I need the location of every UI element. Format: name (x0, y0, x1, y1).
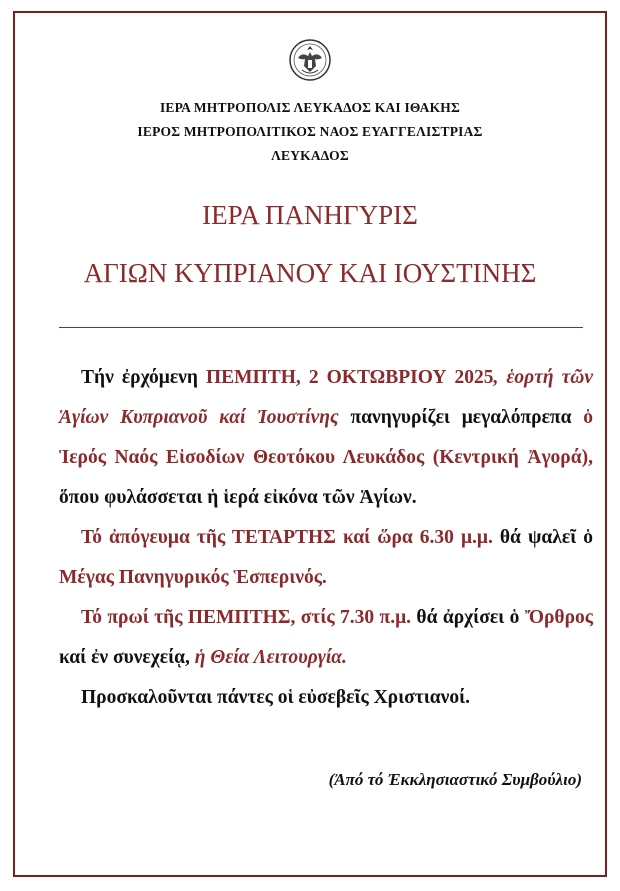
p3-text-1: Τό πρωί τῆς (81, 607, 188, 628)
signature: (Ἀπό τό Ἐκκλησιαστικό Συμβούλιο) (328, 770, 582, 789)
p3-time: , στίς 7.30 π.μ. (290, 607, 412, 628)
paragraph-2 (59, 518, 593, 598)
p1-church: ὁ Ἱερός Ναός Εἰσοδίων Θεοτόκου Λευκάδος (Κεντρική Ἀγορά), (59, 407, 594, 468)
p3-day: ΠΕΜΠΤΗΣ (187, 607, 291, 628)
announcement-body (59, 358, 593, 718)
p2-service: Μέγας Πανηγυρικός Ἑσπερινός. (59, 567, 327, 588)
p1-text-2: πανηγυρίζει μεγαλόπρεπα (338, 407, 584, 428)
title-line-1: ΙΕΡΑ ΠΑΝΗΓΥΡΙΣ (202, 200, 418, 230)
divider (59, 327, 583, 328)
p3-text-2: θά ἀρχίσει ὁ (411, 607, 525, 628)
p3-text-3: καί ἐν συνεχείᾳ, (59, 647, 195, 668)
p2-text-1: Τό ἀπόγευμα τῆς (81, 527, 232, 548)
p2-time: καί ὥρα 6.30 μ.μ. (335, 527, 493, 548)
header (20, 96, 600, 168)
paragraph-3 (59, 598, 593, 678)
header-line-2: ΙΕΡΟΣ ΜΗΤΡΟΠΟΛΙΤΙΚΟΣ ΝΑΟΣ ΕΥΑΓΓΕΛΙΣΤΡΙΑΣ (137, 124, 483, 139)
p1-text-1: Τήν ἐρχόμενη (81, 367, 206, 388)
p1-text-3: ὅπου φυλάσσεται ἡ ἱερά εἰκόνα τῶν Ἁγίων. (59, 487, 417, 508)
p1-feast: , ἑορτή τῶν Ἁγίων Κυπριανοῦ καί Ἰουστίνης (59, 367, 593, 428)
header-line-3: ΛΕΥΚΑΔΟΣ (271, 148, 349, 163)
title-line-2: ΑΓΙΩΝ ΚΥΠΡΙΑΝΟΥ ΚΑΙ ΙΟΥΣΤΙΝΗΣ (83, 258, 537, 288)
header-line-1: ΙΕΡΑ ΜΗΤΡΟΠΟΛΙΣ ΛΕΥΚΑΔΟΣ ΚΑΙ ΙΘΑΚΗΣ (159, 100, 461, 115)
p3-liturgy: ἡ Θεία Λειτουργία. (194, 647, 347, 668)
paragraph-4 (59, 678, 593, 718)
paragraph-1 (59, 358, 593, 518)
p4-text: Προσκαλοῦνται πάντες οἱ εὐσεβεῖς Χριστιανοί. (81, 687, 471, 708)
p2-text-2: θά ψαλεῖ ὁ (492, 527, 594, 548)
p2-day: ΤΕΤΑΡΤΗΣ (231, 527, 336, 548)
p3-orthros: Ὄρθρος (524, 607, 593, 628)
p1-date: ΠΕΜΠΤΗ, 2 ΟΚΤΩΒΡΙΟΥ 2025 (206, 367, 494, 388)
metropolis-seal-icon (288, 38, 332, 82)
